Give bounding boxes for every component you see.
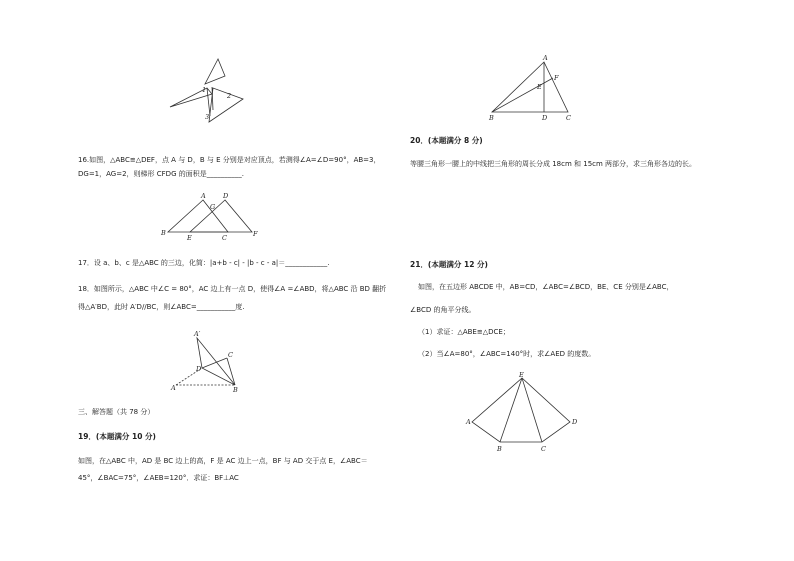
- q17-text: 17．设 a、b、c 是△ABC 的三边，化简：|a+b - c| - |b - c - a|＝____________.: [78, 259, 330, 267]
- q16-triangle-def: [190, 200, 252, 232]
- q21-figure: [464, 372, 584, 454]
- q21-label-b: B: [497, 445, 502, 453]
- q21-label-a: A: [466, 418, 471, 426]
- q21-part1: （1）求证：△ABE≌△DCE；: [418, 328, 510, 336]
- q19-label-f: F: [554, 74, 559, 82]
- q21-label-d: D: [572, 418, 578, 426]
- q19-triangle-abc: [492, 62, 568, 112]
- q16-figure: [160, 192, 260, 242]
- q16-label-b: B: [161, 229, 166, 237]
- q20-text: 等腰三角形一腰上的中线把三角形的周长分成 18cm 和 15cm 两部分，求三角形各边的长。: [410, 160, 697, 168]
- pinwheel-triangle-right: [209, 88, 243, 122]
- q21-label-e: E: [519, 371, 524, 379]
- q21-line1: 如图，在五边形 ABCDE 中，AB=CD，∠ABC=∠BCD，BE、CE 分别是∠ABC，: [418, 283, 674, 291]
- q19-line2: 45°，∠BAC=75°，∠AEB=120°．求证：BF⊥AC: [78, 474, 239, 482]
- q19-label-e: E: [537, 83, 542, 91]
- q16-line1: 16.如图，△ABC≌△DEF，点 A 与 D，B 与 E 分别是对应顶点，若测得∠A=∠D=90°，AB=3，: [78, 156, 381, 164]
- q19-label-d: D: [542, 114, 548, 122]
- q16-line2: DG=1，AG=2，则梯形 CFDG 的面积是__________.: [78, 170, 244, 178]
- q19-heading: 19．(本题满分 10 分): [78, 432, 156, 441]
- q16-label-e: E: [187, 234, 192, 242]
- q19-label-a: A: [543, 54, 548, 62]
- q16-label-d: D: [223, 192, 229, 200]
- q18-label-a-prime: A′: [194, 330, 201, 338]
- q16-triangle-abc: [168, 200, 228, 232]
- q18-line1: 18．如图所示，△ABC 中∠C = 80°，AC 边上有一点 D，使得∠A =∠ABD，将△ABC 沿 BD 翻折: [78, 285, 387, 293]
- q18-triangle-main: [197, 338, 235, 385]
- q19-label-b: B: [489, 114, 494, 122]
- q18-label-d: D: [196, 365, 202, 373]
- q18-line2: 得△A′BD，此时 A′D//BC，则∠ABC=___________度.: [78, 303, 245, 311]
- pinwheel-label-3: 3: [205, 113, 210, 121]
- section3-title: 三、解答题（共 78 分）: [78, 408, 155, 416]
- q20-heading: 20．(本题满分 8 分): [410, 136, 483, 145]
- q21-heading: 21．(本题满分 12 分): [410, 260, 488, 269]
- q16-label-c: C: [222, 234, 227, 242]
- q21-label-c: C: [541, 445, 546, 453]
- q21-part2: （2）当∠A=80°，∠ABC=140°时，求∠AED 的度数。: [418, 350, 596, 358]
- q19-label-c: C: [566, 114, 571, 122]
- q16-label-a: A: [201, 192, 206, 200]
- q16-label-g: G: [210, 203, 216, 211]
- q18-figure: [170, 330, 245, 392]
- q18-label-c: C: [228, 351, 233, 359]
- q21-pentagon: [472, 378, 570, 442]
- q19-line1: 如图，在△ABC 中，AD 是 BC 边上的高，F 是 AC 边上一点，BF 与 AD 交于点 E，∠ABC＝: [78, 457, 368, 465]
- pinwheel-line-a: [207, 88, 210, 116]
- pinwheel-triangle-top: [205, 59, 225, 84]
- q18-label-a: A: [171, 384, 176, 392]
- q16-label-f: F: [253, 230, 258, 238]
- pinwheel-figure: [165, 52, 255, 132]
- q19-figure: [486, 56, 576, 122]
- q21-line2: ∠BCD 的角平分线。: [410, 306, 476, 314]
- q18-line-bc: [227, 358, 235, 385]
- pinwheel-label-2: 2: [227, 92, 232, 100]
- pinwheel-label-1: 1: [202, 86, 207, 94]
- q18-label-b: B: [233, 386, 238, 394]
